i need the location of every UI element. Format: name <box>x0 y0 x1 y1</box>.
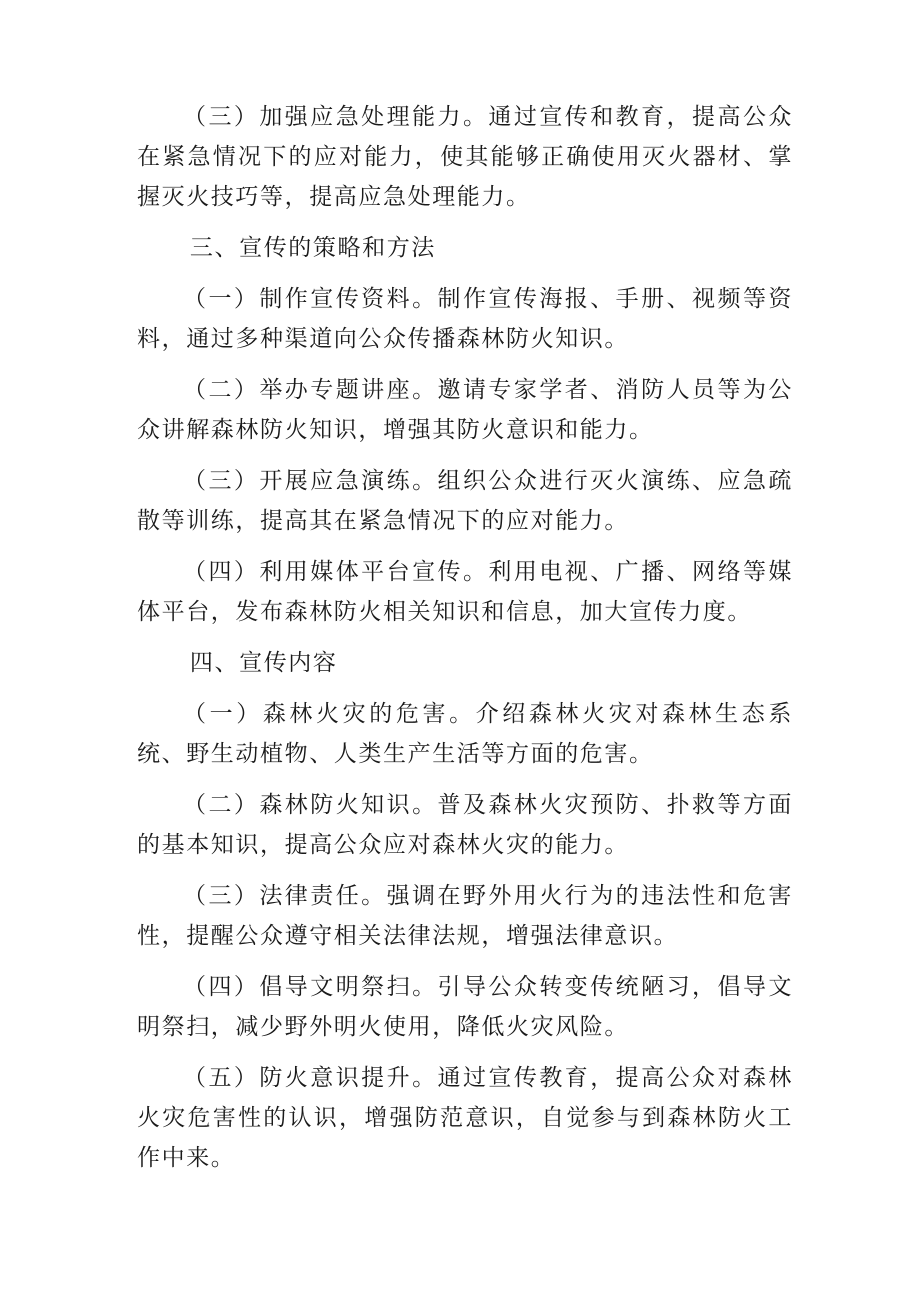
paragraph-materials: （一）制作宣传资料。制作宣传海报、手册、视频等资料，通过多种渠道向公众传播森林防火知识。 <box>137 286 793 352</box>
section-heading-content: 四、宣传内容 <box>189 650 338 676</box>
paragraph-legal-responsibility: （三）法律责任。强调在野外用火行为的违法性和危害性，提醒公众遵守相关法律法规，增强法律意识。 <box>137 883 793 949</box>
paragraph-emergency-ability: （三）加强应急处理能力。通过宣传和教育，提高公众在紧急情况下的应对能力，使其能够正确使用灭火器材、掌握灭火技巧等，提高应急处理能力。 <box>137 104 793 210</box>
paragraph-media: （四）利用媒体平台宣传。利用电视、广播、网络等媒体平台，发布森林防火相关知识和信息，加大宣传力度。 <box>137 559 793 625</box>
paragraph-fire-hazards: （一）森林火灾的危害。介绍森林火灾对森林生态系统、野生动植物、人类生产生活等方面的危害。 <box>137 701 793 767</box>
paragraph-lectures: （二）举办专题讲座。邀请专家学者、消防人员等为公众讲解森林防火知识，增强其防火意识和能力。 <box>137 377 793 443</box>
section-heading-strategies: 三、宣传的策略和方法 <box>189 235 436 261</box>
paragraph-awareness: （五）防火意识提升。通过宣传教育，提高公众对森林火灾危害性的认识，增强防范意识，自觉参与到森林防火工作中来。 <box>137 1065 793 1171</box>
document-body <box>137 97 793 1189</box>
paragraph-fire-knowledge: （二）森林防火知识。普及森林火灾预防、扑救等方面的基本知识，提高公众应对森林火灾的能力。 <box>137 792 793 858</box>
paragraph-drills: （三）开展应急演练。组织公众进行灭火演练、应急疏散等训练，提高其在紧急情况下的应对能力。 <box>137 468 793 534</box>
paragraph-civilized-tomb-sweeping: （四）倡导文明祭扫。引导公众转变传统陋习，倡导文明祭扫，减少野外明火使用，降低火灾风险。 <box>137 974 793 1040</box>
